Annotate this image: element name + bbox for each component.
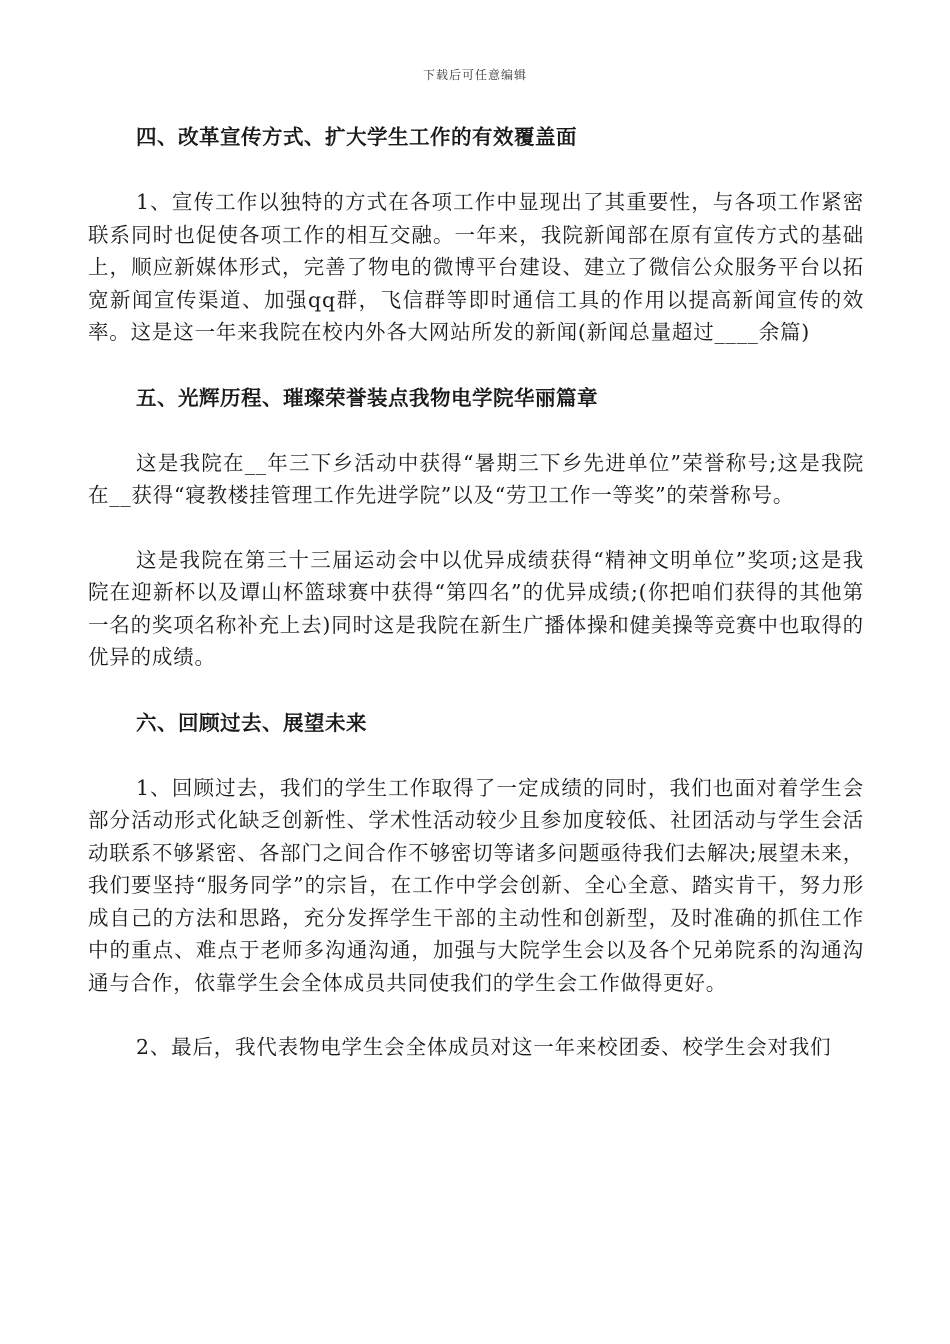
section-review-outlook <box>88 706 864 1064</box>
section-heading: 五、光辉历程、璀璨荣誉装点我物电学院华丽篇章 <box>136 385 598 410</box>
section-publicity <box>88 120 864 349</box>
section-honors <box>88 381 864 674</box>
paragraph: 2、最后，我代表物电学生会全体成员对这一年来校团委、校学生会对我们 <box>136 1035 832 1059</box>
paragraph: 1、宣传工作以独特的方式在各项工作中显现出了其重要性，与各项工作紧密联系同时也促使各项工作的相互交融。一年来，我院新闻部在原有宣传方式的基础上，顺应新媒体形式，完善了物电的微博平台建设、建立了微信公众服务平台以拓宽新闻宣传渠道、加强qq群，飞信群等即时通信工具的作用以提高新闻宣传的效率。这是这一年来我院在校内外各大网站所发的新闻(新闻总量超过____余篇) <box>88 190 864 344</box>
document-body <box>88 120 864 1064</box>
section-heading: 四、改革宣传方式、扩大学生工作的有效覆盖面 <box>136 125 577 149</box>
paragraph: 1、回顾过去，我们的学生工作取得了一定成绩的同时，我们也面对着学生会部分活动形式化缺乏创新性、学术性活动较少且参加度较低、社团活动与学生会活动联系不够紧密、各部门之间合作不够密切等诸多问题亟待我们去解决;展望未来，我们要坚持“服务同学”的宗旨，在工作中学会创新、全心全意、踏实肯干，努力形成自己的方法和思路，充分发挥学生干部的主动性和创新型，及时准确的抓住工作中的重点、难点于老师多沟通沟通，加强与大院学生会以及各个兄弟院系的沟通沟通与合作，依靠学生会全体成员共同使我们的学生会工作做得更好。 <box>88 775 864 995</box>
paragraph: 这是我院在__年三下乡活动中获得“暑期三下乡先进单位”荣誉称号;这是我院在__获得“寝教楼挂管理工作先进学院”以及“劳卫工作一等奖”的荣誉称号。 <box>88 450 864 507</box>
paragraph: 这是我院在第三十三届运动会中以优异成绩获得“精神文明单位”奖项;这是我院在迎新杯以及谭山杯篮球赛中获得“第四名”的优异成绩;(你把咱们获得的其他第一名的奖项名称补充上去)同时这是我院在新生广播体操和健美操等竞赛中也取得的优异的成绩。 <box>88 547 864 669</box>
page-header: 下载后可任意编辑 <box>422 68 527 82</box>
section-heading: 六、回顾过去、展望未来 <box>136 710 367 735</box>
